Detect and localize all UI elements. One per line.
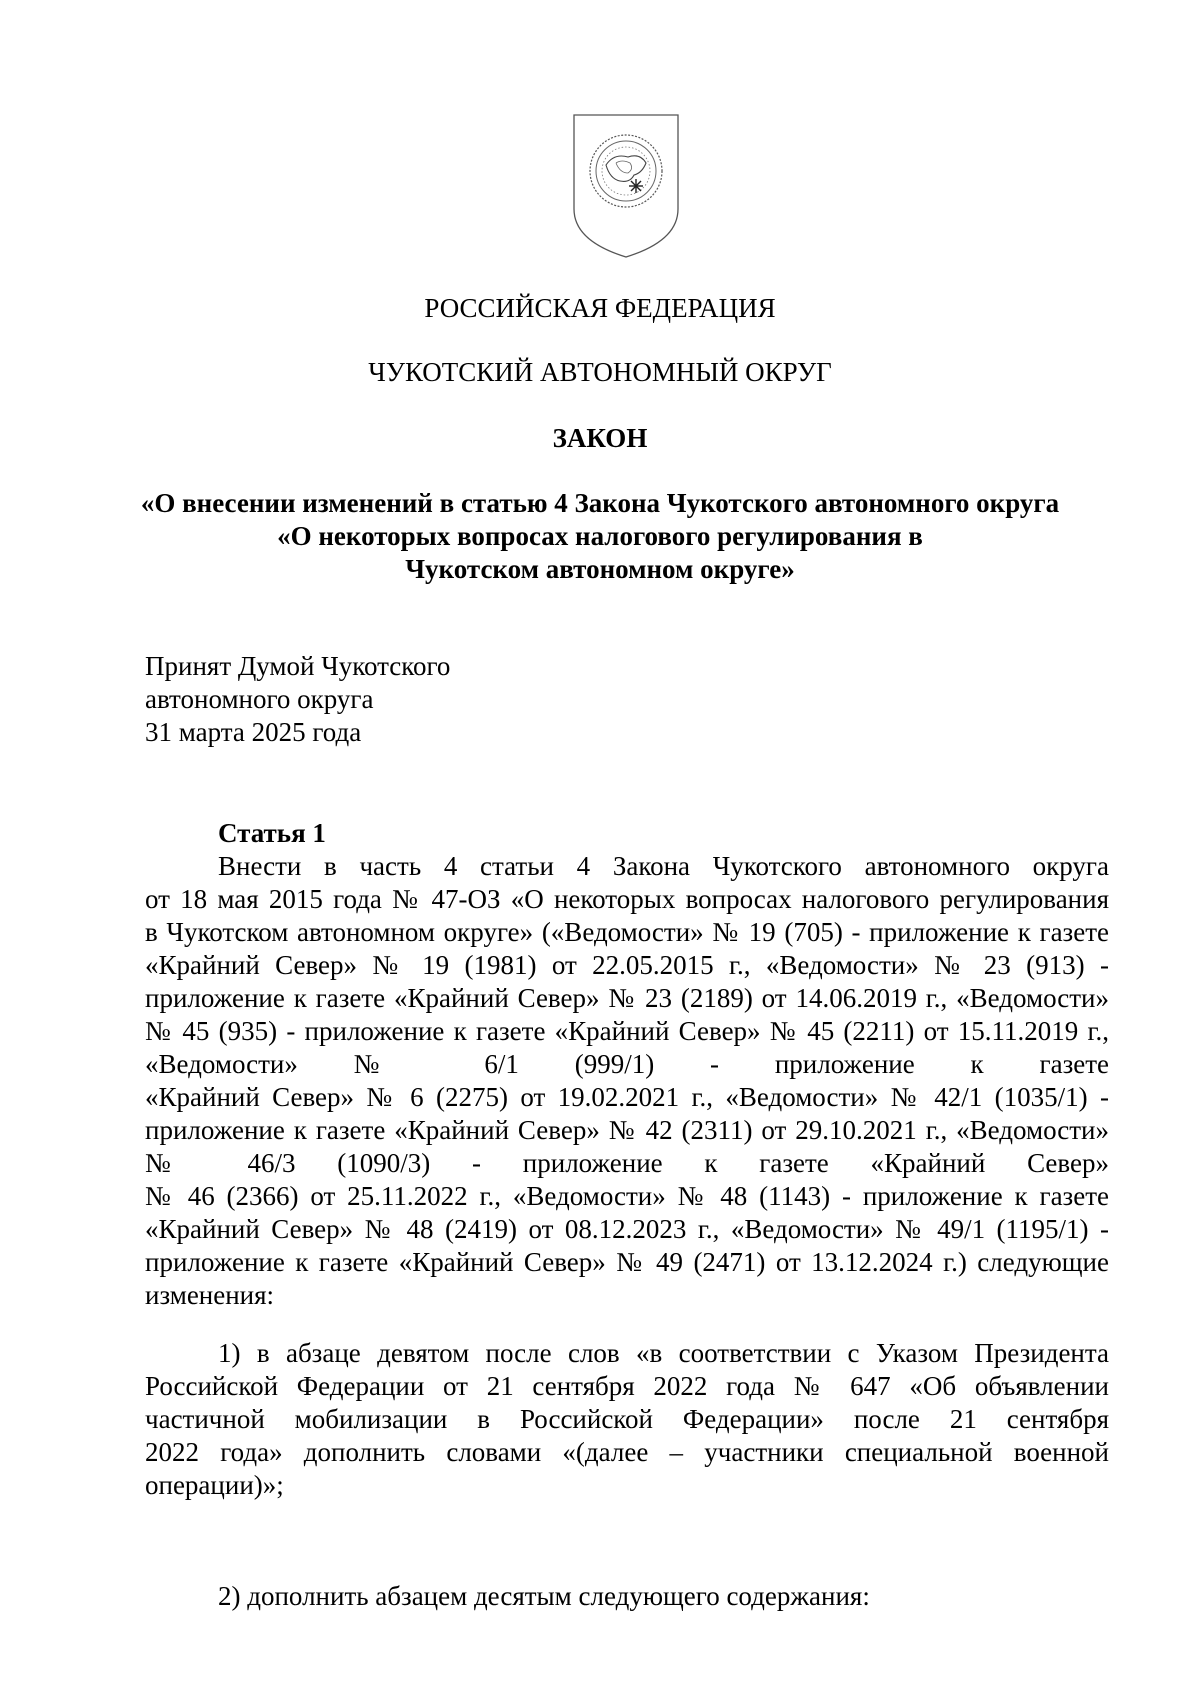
text-line: изменения: [145, 1280, 275, 1310]
article-title: Статья 1 [218, 818, 326, 848]
law-title [0, 487, 1200, 586]
text-line: частичной мобилизации в Российской Федерации» после 21 сентября [145, 1404, 1109, 1434]
text-line: приложение к газете «Крайний Север» № 42 (2311) от 29.10.2021 г., «Ведомости» [145, 1115, 1109, 1145]
law-title-line: «О внесении изменений в статью 4 Закона Чукотского автономного округа [140, 488, 1060, 518]
text-line: приложение к газете «Крайний Север» № 23 (2189) от 14.06.2019 г., «Ведомости» [145, 983, 1109, 1013]
text-line: операции)»; [145, 1470, 284, 1500]
text-line: 1) в абзаце девятом после слов «в соответствии с Указом Президента [218, 1338, 1109, 1368]
text-line: в Чукотском автономном округе» («Ведомости» № 19 (705) - приложение к газете [145, 917, 1109, 947]
text-line: № 46/3 (1090/3) - приложение к газете «Крайний Север» [145, 1148, 1109, 1178]
item-2-paragraph [145, 1580, 1109, 1613]
adoption-line: Принят Думой Чукотского [145, 651, 451, 681]
article-intro-paragraph [145, 850, 1109, 1312]
text-line: «Крайний Север» № 6 (2275) от 19.02.2021 г., «Ведомости» № 42/1 (1035/1) - [145, 1082, 1109, 1112]
law-title-line: Чукотском автономном округе» [405, 554, 795, 584]
law-title-line: «О некоторых вопросах налогового регулирования в [277, 521, 923, 551]
text-line: Российской Федерации от 21 сентября 2022 года № 647 «Об объявлении [145, 1371, 1109, 1401]
adoption-date: 31 марта 2025 года [145, 717, 362, 747]
text-line: «Крайний Север» № 19 (1981) от 22.05.2015 г., «Ведомости» № 23 (913) - [145, 950, 1109, 980]
adoption-line: автономного округа [145, 684, 374, 714]
text-line: приложение к газете «Крайний Север» № 49 (2471) от 13.12.2024 г.) следующие [145, 1247, 1109, 1277]
country-heading: РОССИЙСКАЯ ФЕДЕРАЦИЯ [424, 293, 776, 323]
adoption-info [145, 650, 450, 749]
coat-of-arms-icon [572, 113, 680, 259]
text-line: 2) дополнить абзацем десятым следующего содержания: [218, 1581, 870, 1611]
text-line: «Крайний Север» № 48 (2419) от 08.12.2023 г., «Ведомости» № 49/1 (1195/1) - [145, 1214, 1109, 1244]
text-line: «Ведомости» № 6/1 (999/1) - приложение к газете [145, 1049, 1109, 1079]
item-1-paragraph [145, 1337, 1109, 1502]
document-type-heading: ЗАКОН [552, 423, 648, 453]
text-line: от 18 мая 2015 года № 47-ОЗ «О некоторых вопросах налогового регулирования [145, 884, 1109, 914]
text-line: № 46 (2366) от 25.11.2022 г., «Ведомости» № 48 (1143) - приложение к газете [145, 1181, 1109, 1211]
text-line: 2022 года» дополнить словами «(далее – участники специальной военной [145, 1437, 1109, 1467]
region-heading: ЧУКОТСКИЙ АВТОНОМНЫЙ ОКРУГ [368, 357, 832, 387]
text-line: № 45 (935) - приложение к газете «Крайний Север» № 45 (2211) от 15.11.2019 г., [145, 1016, 1109, 1046]
text-line: Внести в часть 4 статьи 4 Закона Чукотского автономного округа [218, 851, 1109, 881]
